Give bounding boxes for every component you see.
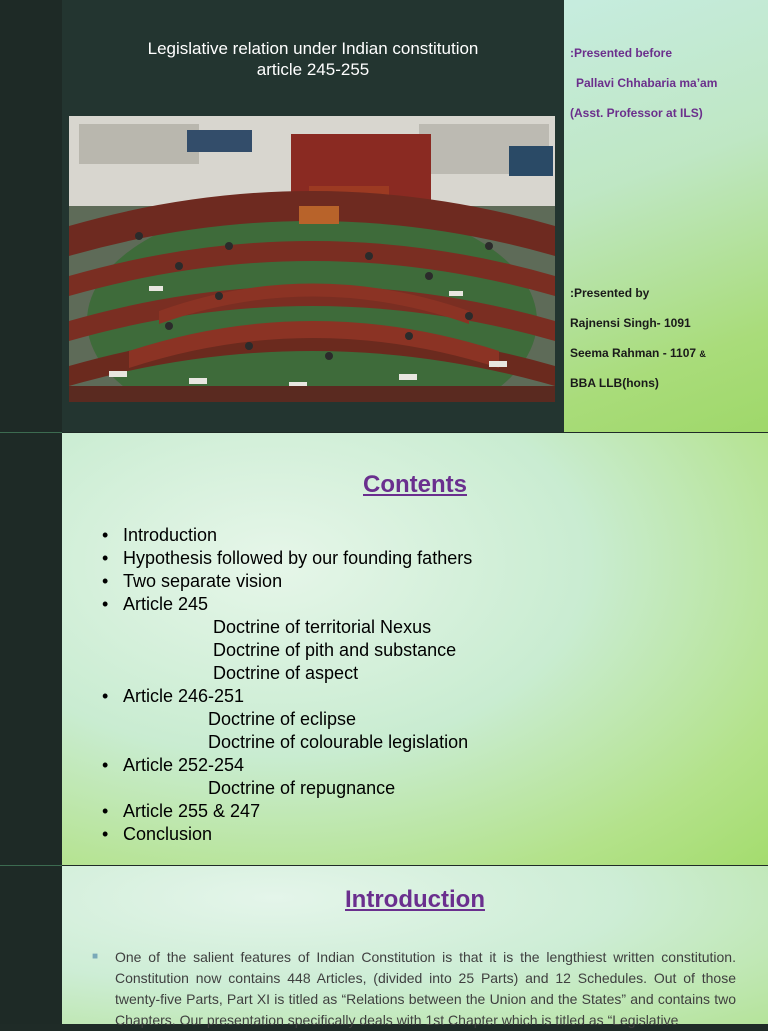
contents-item-label: Two separate vision [123,571,283,591]
contents-subitem [102,731,472,754]
contents-item-label: Doctrine of pith and substance [213,640,457,660]
parliament-chamber-photo [69,116,555,402]
title-panel [62,0,564,432]
presented-before-role: (Asst. Professor at ILS) [570,106,703,120]
contents-item [102,570,472,593]
contents-item-label: Doctrine of repugnance [208,778,396,798]
slide-divider [0,865,62,866]
presenter-panel [564,0,768,432]
contents-item-label: Article 252-254 [123,755,245,775]
slide-divider [0,432,62,433]
bullet-icon: • [102,594,109,614]
bullet-icon: • [102,686,109,706]
bullet-icon: • [102,755,109,775]
left-sidebar-strip [0,0,62,1024]
contents-subitem [102,616,472,639]
presenter-2-line [570,346,706,360]
contents-item [102,685,472,708]
contents-item-label: Hypothesis followed by our founding fathers [123,548,473,568]
bullet-icon: • [102,525,109,545]
title-line-1: Legislative relation under Indian constitution [147,39,479,58]
introduction-paragraph: One of the salient features of Indian Constitution is that it is the lengthiest written constitution. Constitution now contains 448 Articles, (divided into 25 Parts) and 12 Schedules. Out of those twenty-five Parts, Part XI is titled as “Relations between the Union and the States” and contains two Chapters. Our presentation specifically deals with 1st Chapter which is titled as “Legislative [115,949,736,1028]
presenter-1: Rajnensi Singh- 1091 [570,316,691,330]
contents-item-label: Article 245 [123,594,209,614]
contents-title: Contents [363,471,467,498]
contents-subitem [102,708,472,731]
contents-subitem [102,662,472,685]
contents-item [102,800,472,823]
contents-item [102,823,472,846]
contents-item-label: Article 246-251 [123,686,245,706]
title-slide [62,0,768,432]
contents-item-label: Conclusion [123,824,213,844]
contents-item-label: Article 255 & 247 [123,801,261,821]
contents-item [102,754,472,777]
bullet-icon: • [102,548,109,568]
contents-item-label: Doctrine of colourable legislation [208,732,469,752]
contents-item-label: Introduction [123,525,218,545]
title-line-2: article 245-255 [256,60,370,79]
contents-slide [62,433,768,865]
contents-item [102,593,472,616]
contents-item-label: Doctrine of aspect [213,663,359,683]
contents-subitem [102,639,472,662]
introduction-slide [62,866,768,1028]
contents-item-label: Doctrine of eclipse [208,709,357,729]
contents-item [102,524,472,547]
contents-subitem [102,777,472,800]
ampersand: & [699,349,706,359]
introduction-title: Introduction [345,886,485,913]
bullet-icon: • [102,824,109,844]
contents-item [102,547,472,570]
bullet-icon: • [102,571,109,591]
contents-list [102,524,472,846]
presented-by-label: :Presented by [570,286,650,300]
slide-title [62,38,564,80]
presented-before-name: Pallavi Chhabaria ma’am [576,76,718,90]
contents-item-label: Doctrine of territorial Nexus [213,617,432,637]
presenter-2: Seema Rahman - 1107 [570,346,697,360]
course-name: BBA LLB(hons) [570,376,659,390]
bullet-icon: • [102,801,109,821]
bullet-icon: ■ [92,951,99,962]
presented-before-label: :Presented before [570,46,673,60]
